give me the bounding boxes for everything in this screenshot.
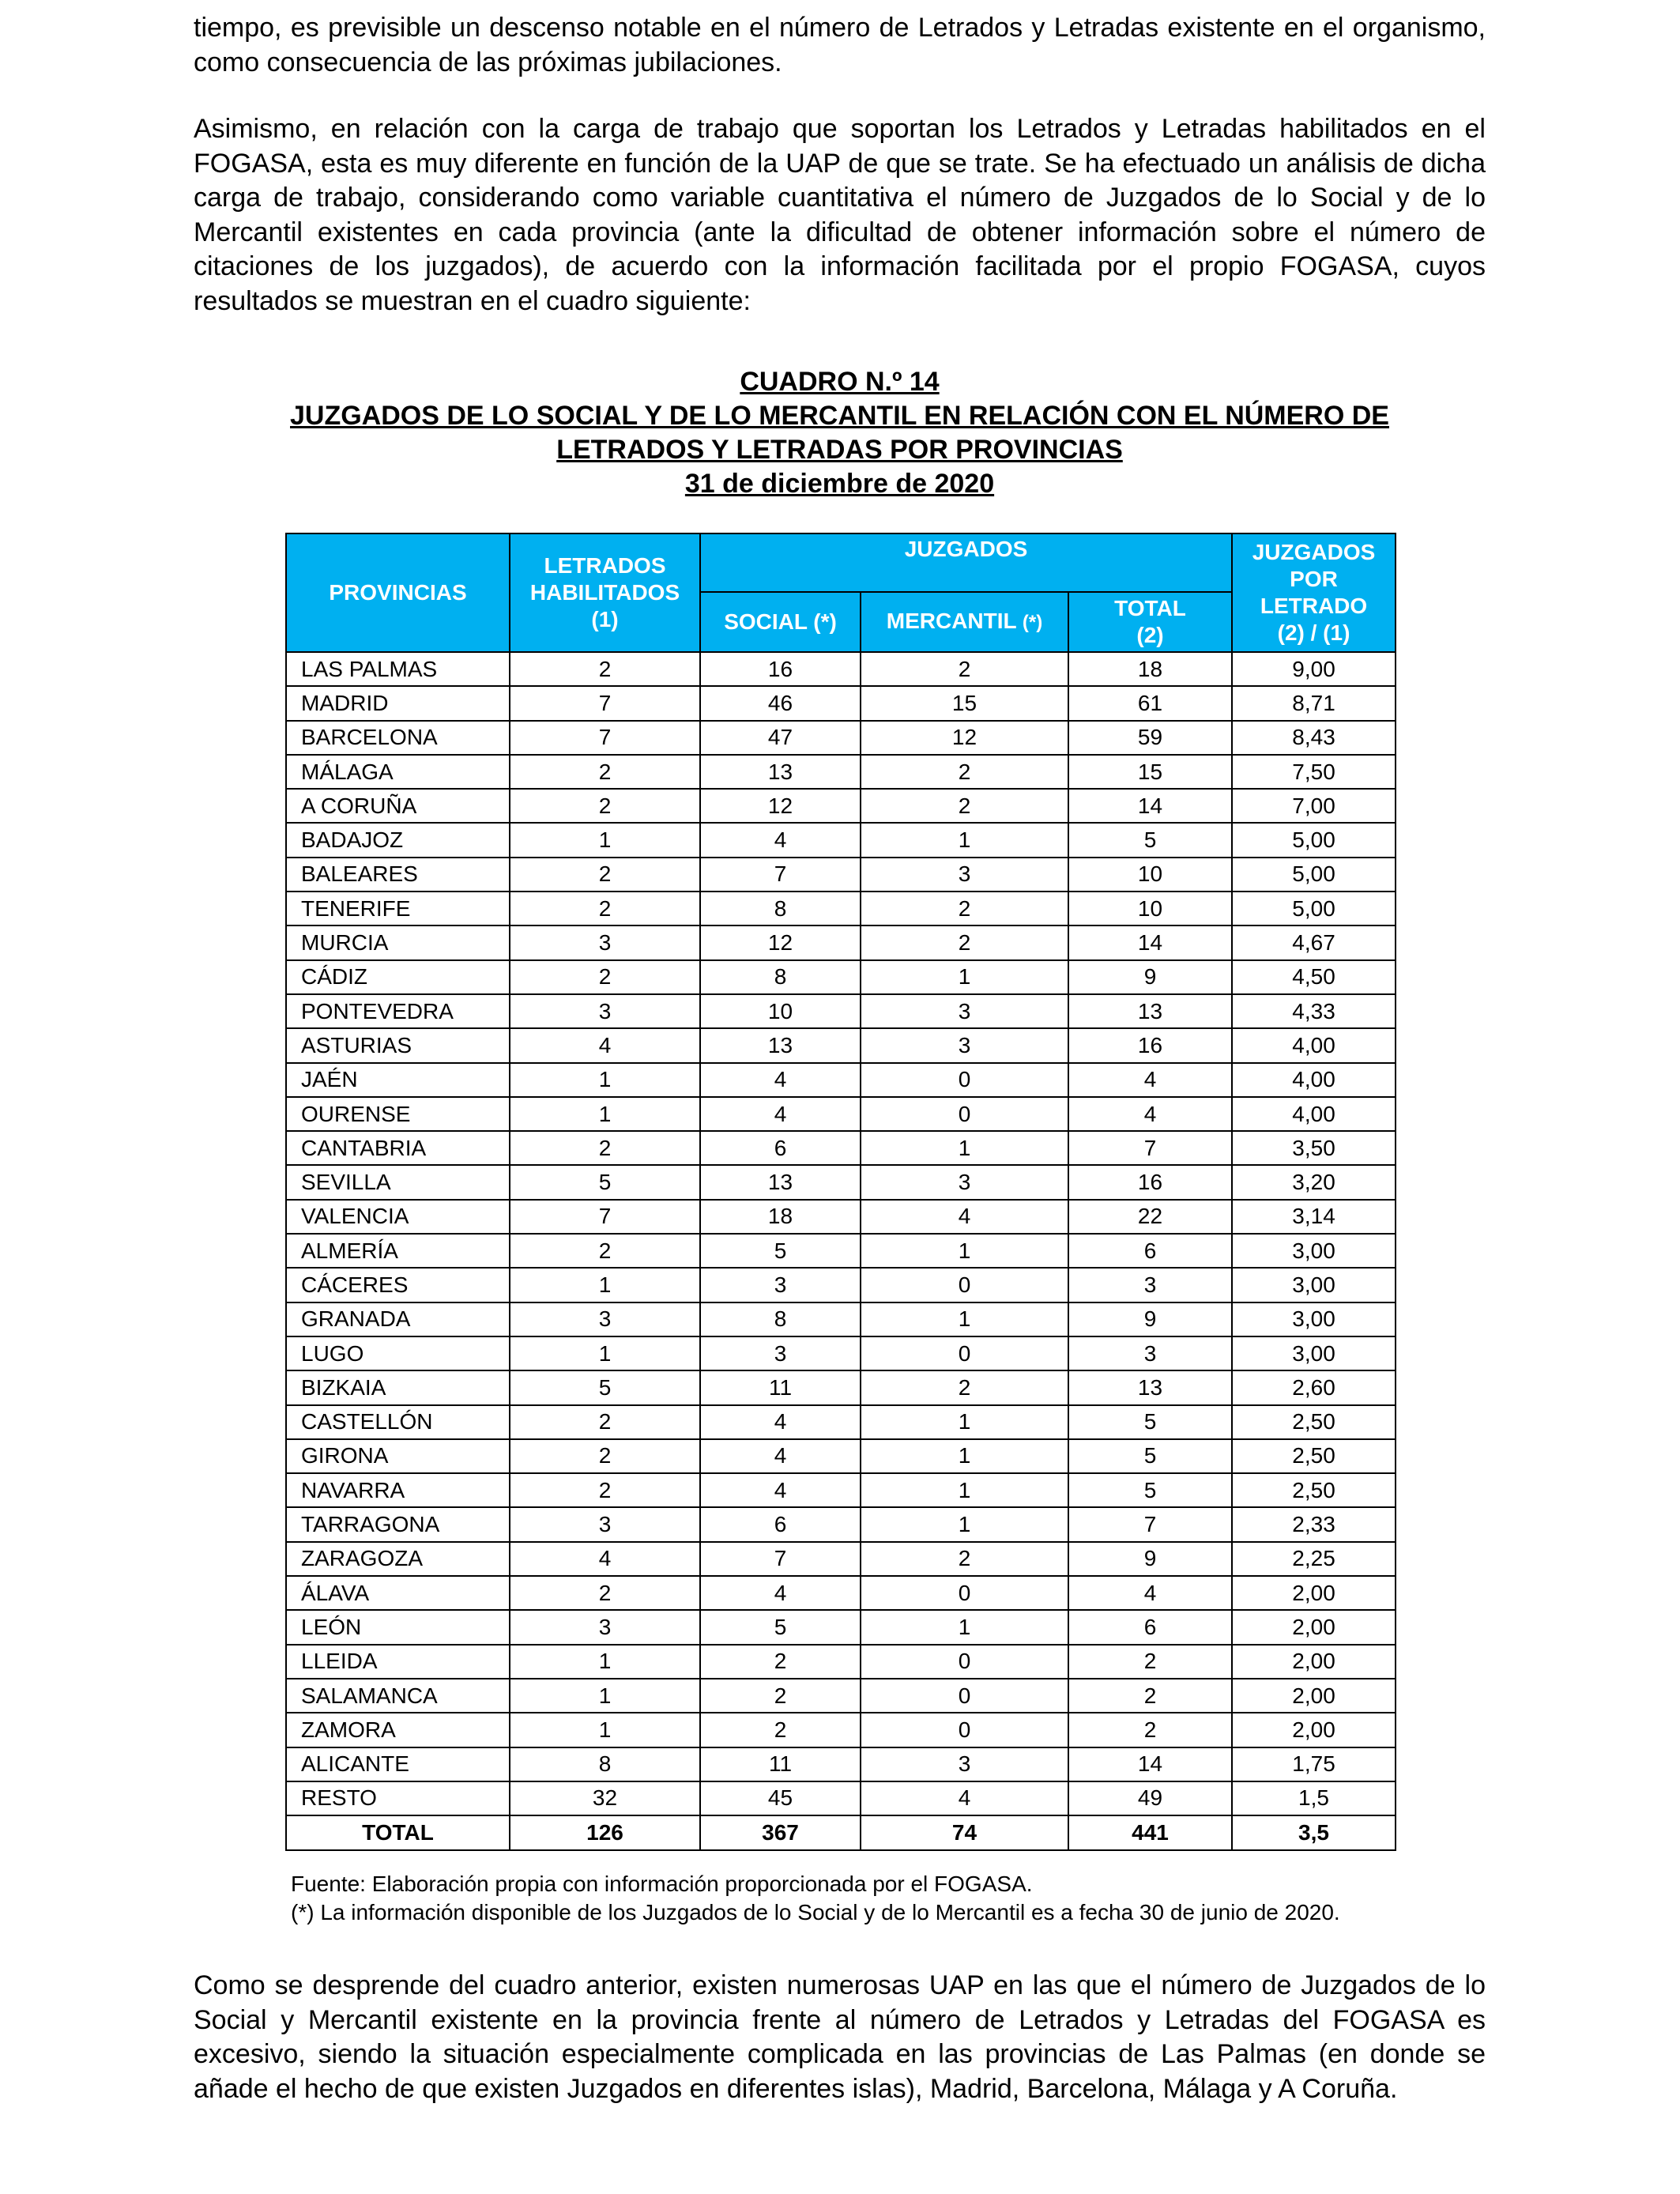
cell-total: 16 bbox=[1068, 1165, 1232, 1199]
cell-letrados: 1 bbox=[510, 1063, 700, 1097]
cell-provincia: MADRID bbox=[286, 686, 510, 720]
table-row bbox=[286, 1268, 1396, 1302]
cell-social: 10 bbox=[700, 994, 861, 1028]
cell-letrados: 1 bbox=[510, 1336, 700, 1370]
cell-provincia: MURCIA bbox=[286, 925, 510, 959]
table-row bbox=[286, 1097, 1396, 1131]
cell-total: 49 bbox=[1068, 1781, 1232, 1815]
cell-letrados: 2 bbox=[510, 652, 700, 686]
cell-letrados: 7 bbox=[510, 686, 700, 720]
cell-letrados: 4 bbox=[510, 1542, 700, 1576]
total-ratio: 3,5 bbox=[1232, 1815, 1396, 1850]
cell-ratio: 2,33 bbox=[1232, 1507, 1396, 1541]
cell-ratio: 4,00 bbox=[1232, 1097, 1396, 1131]
cell-social: 11 bbox=[700, 1370, 861, 1404]
caption-date: 31 de diciembre de 2020 bbox=[684, 469, 995, 499]
cell-letrados: 2 bbox=[510, 1405, 700, 1439]
cell-social: 18 bbox=[700, 1200, 861, 1234]
cell-ratio: 3,14 bbox=[1232, 1200, 1396, 1234]
cell-mercantil: 4 bbox=[861, 1781, 1068, 1815]
cell-social: 5 bbox=[700, 1610, 861, 1644]
cell-mercantil: 0 bbox=[861, 1679, 1068, 1713]
cell-letrados: 2 bbox=[510, 858, 700, 892]
cell-provincia: RESTO bbox=[286, 1781, 510, 1815]
cell-ratio: 5,00 bbox=[1232, 858, 1396, 892]
cell-social: 6 bbox=[700, 1131, 861, 1165]
cell-provincia: GIRONA bbox=[286, 1439, 510, 1473]
cell-mercantil: 3 bbox=[861, 994, 1068, 1028]
cell-social: 2 bbox=[700, 1713, 861, 1747]
cell-mercantil: 3 bbox=[861, 1028, 1068, 1062]
cell-ratio: 7,50 bbox=[1232, 755, 1396, 789]
cell-ratio: 1,5 bbox=[1232, 1781, 1396, 1815]
cell-provincia: GRANADA bbox=[286, 1302, 510, 1336]
cell-social: 47 bbox=[700, 721, 861, 755]
cell-provincia: ALMERÍA bbox=[286, 1234, 510, 1268]
cell-total: 2 bbox=[1068, 1679, 1232, 1713]
cell-total: 13 bbox=[1068, 1370, 1232, 1404]
cell-total: 7 bbox=[1068, 1131, 1232, 1165]
caption-title-line2: LETRADOS Y LETRADAS POR PROVINCIAS bbox=[556, 435, 1123, 465]
table-row bbox=[286, 823, 1396, 857]
table-row bbox=[286, 789, 1396, 823]
cell-total: 6 bbox=[1068, 1234, 1232, 1268]
footnote: (*) La información disponible de los Juzgados de lo Social y de lo Mercantil es a fecha 30 de junio de 2020. bbox=[291, 1900, 1340, 1924]
cell-ratio: 3,00 bbox=[1232, 1234, 1396, 1268]
cell-provincia: TENERIFE bbox=[286, 892, 510, 925]
table-row bbox=[286, 1576, 1396, 1610]
cell-ratio: 7,00 bbox=[1232, 789, 1396, 823]
table-row bbox=[286, 960, 1396, 994]
cell-letrados: 2 bbox=[510, 960, 700, 994]
cell-mercantil: 0 bbox=[861, 1645, 1068, 1679]
cell-total: 3 bbox=[1068, 1336, 1232, 1370]
source-note: Fuente: Elaboración propia con información proporcionada por el FOGASA. bbox=[291, 1872, 1033, 1896]
cell-letrados: 3 bbox=[510, 925, 700, 959]
cell-mercantil: 1 bbox=[861, 1507, 1068, 1541]
cell-total: 14 bbox=[1068, 789, 1232, 823]
cell-mercantil: 1 bbox=[861, 1473, 1068, 1507]
table-row bbox=[286, 1473, 1396, 1507]
cell-total: 4 bbox=[1068, 1097, 1232, 1131]
cell-provincia: SEVILLA bbox=[286, 1165, 510, 1199]
cell-letrados: 2 bbox=[510, 1576, 700, 1610]
table-row bbox=[286, 1747, 1396, 1781]
cell-provincia: TARRAGONA bbox=[286, 1507, 510, 1541]
cell-mercantil: 3 bbox=[861, 858, 1068, 892]
cell-mercantil: 1 bbox=[861, 1439, 1068, 1473]
total-social: 367 bbox=[700, 1815, 861, 1850]
cell-provincia: CANTABRIA bbox=[286, 1131, 510, 1165]
cell-provincia: LAS PALMAS bbox=[286, 652, 510, 686]
cell-social: 45 bbox=[700, 1781, 861, 1815]
cell-total: 2 bbox=[1068, 1713, 1232, 1747]
cell-ratio: 3,20 bbox=[1232, 1165, 1396, 1199]
paragraph-conclusion: Como se desprende del cuadro anterior, existen numerosas UAP en las que el número de Juzgados de lo Social y Mercantil existente en la provincia frente al número de Letrados y Letradas del FOGASA es excesivo, siendo la situación especialmente complicada en las provincias de Las Palmas (en donde se añade el hecho de que existen Juzgados en diferentes islas), Madrid, Barcelona, Málaga y A Coruña. bbox=[194, 1970, 1486, 2104]
cell-social: 2 bbox=[700, 1645, 861, 1679]
cell-ratio: 4,00 bbox=[1232, 1063, 1396, 1097]
cell-provincia: BADAJOZ bbox=[286, 823, 510, 857]
table-row bbox=[286, 994, 1396, 1028]
cell-ratio: 5,00 bbox=[1232, 823, 1396, 857]
cell-mercantil: 1 bbox=[861, 1302, 1068, 1336]
cell-letrados: 2 bbox=[510, 789, 700, 823]
cell-mercantil: 0 bbox=[861, 1576, 1068, 1610]
cell-mercantil: 2 bbox=[861, 892, 1068, 925]
cell-ratio: 1,75 bbox=[1232, 1747, 1396, 1781]
cell-letrados: 1 bbox=[510, 1268, 700, 1302]
cell-ratio: 3,00 bbox=[1232, 1302, 1396, 1336]
cell-social: 4 bbox=[700, 1473, 861, 1507]
cell-social: 12 bbox=[700, 789, 861, 823]
table-row bbox=[286, 1679, 1396, 1713]
table-row bbox=[286, 1131, 1396, 1165]
header-letrados: LETRADOS HABILITADOS (1) bbox=[510, 533, 700, 652]
cell-social: 13 bbox=[700, 1165, 861, 1199]
paragraph-workload: Asimismo, en relación con la carga de trabajo que soportan los Letrados y Letradas habilitados en el FOGASA, esta es muy diferente en función de la UAP de que se trate. Se ha efectuado un análisis de dicha carga de trabajo, considerando como variable cuantitativa el número de Juzgados de lo Social y de lo Mercantil existentes en cada provincia (ante la dificultad de obtener información sobre el número de citaciones de los juzgados), de acuerdo con la información facilitada por el propio FOGASA, cuyos resultados se muestran en el cuadro siguiente: bbox=[194, 114, 1486, 316]
cell-provincia: OURENSE bbox=[286, 1097, 510, 1131]
cell-total: 3 bbox=[1068, 1268, 1232, 1302]
header-juzgados: JUZGADOS bbox=[700, 533, 1232, 592]
caption-title-line1: JUZGADOS DE LO SOCIAL Y DE LO MERCANTIL EN RELACIÓN CON EL NÚMERO DE bbox=[290, 401, 1389, 431]
cell-provincia: A CORUÑA bbox=[286, 789, 510, 823]
table-body bbox=[286, 652, 1396, 1815]
cell-social: 13 bbox=[700, 755, 861, 789]
total-letrados: 126 bbox=[510, 1815, 700, 1850]
cell-mercantil: 1 bbox=[861, 1405, 1068, 1439]
cell-total: 59 bbox=[1068, 721, 1232, 755]
cell-total: 5 bbox=[1068, 823, 1232, 857]
cell-ratio: 4,33 bbox=[1232, 994, 1396, 1028]
cell-ratio: 2,00 bbox=[1232, 1645, 1396, 1679]
cell-social: 46 bbox=[700, 686, 861, 720]
cell-total: 18 bbox=[1068, 652, 1232, 686]
cell-letrados: 3 bbox=[510, 994, 700, 1028]
cell-total: 5 bbox=[1068, 1439, 1232, 1473]
cell-social: 8 bbox=[700, 892, 861, 925]
cell-letrados: 5 bbox=[510, 1165, 700, 1199]
header-juzgados-por-letrado: JUZGADOS POR LETRADO (2) / (1) bbox=[1232, 533, 1396, 652]
table-row bbox=[286, 1405, 1396, 1439]
cell-letrados: 2 bbox=[510, 1131, 700, 1165]
cell-provincia: JAÉN bbox=[286, 1063, 510, 1097]
table-total-row bbox=[286, 1815, 1396, 1850]
cell-provincia: ASTURIAS bbox=[286, 1028, 510, 1062]
cell-mercantil: 1 bbox=[861, 960, 1068, 994]
cell-provincia: CASTELLÓN bbox=[286, 1405, 510, 1439]
cell-total: 22 bbox=[1068, 1200, 1232, 1234]
cell-social: 12 bbox=[700, 925, 861, 959]
cell-total: 14 bbox=[1068, 1747, 1232, 1781]
cell-mercantil: 0 bbox=[861, 1268, 1068, 1302]
cell-ratio: 3,50 bbox=[1232, 1131, 1396, 1165]
cell-mercantil: 0 bbox=[861, 1336, 1068, 1370]
cell-ratio: 2,00 bbox=[1232, 1610, 1396, 1644]
cell-social: 11 bbox=[700, 1747, 861, 1781]
cell-total: 7 bbox=[1068, 1507, 1232, 1541]
cell-mercantil: 3 bbox=[861, 1165, 1068, 1199]
cell-letrados: 2 bbox=[510, 755, 700, 789]
cell-social: 3 bbox=[700, 1268, 861, 1302]
cell-social: 4 bbox=[700, 1576, 861, 1610]
cell-provincia: PONTEVEDRA bbox=[286, 994, 510, 1028]
cell-total: 5 bbox=[1068, 1405, 1232, 1439]
cell-social: 2 bbox=[700, 1679, 861, 1713]
cell-total: 16 bbox=[1068, 1028, 1232, 1062]
table-row bbox=[286, 1713, 1396, 1747]
header-provincias: PROVINCIAS bbox=[286, 533, 510, 652]
cell-mercantil: 2 bbox=[861, 1370, 1068, 1404]
cell-letrados: 4 bbox=[510, 1028, 700, 1062]
cell-total: 9 bbox=[1068, 960, 1232, 994]
table-row bbox=[286, 1610, 1396, 1644]
cell-provincia: CÁDIZ bbox=[286, 960, 510, 994]
cell-total: 4 bbox=[1068, 1063, 1232, 1097]
cell-ratio: 2,00 bbox=[1232, 1576, 1396, 1610]
cell-ratio: 4,67 bbox=[1232, 925, 1396, 959]
cell-total: 9 bbox=[1068, 1302, 1232, 1336]
cell-mercantil: 15 bbox=[861, 686, 1068, 720]
cell-mercantil: 2 bbox=[861, 789, 1068, 823]
cell-total: 4 bbox=[1068, 1576, 1232, 1610]
paragraph-intro-end: tiempo, es previsible un descenso notable en el número de Letrados y Letradas existente en el organismo, como consecuencia de las próximas jubilaciones. bbox=[194, 13, 1486, 77]
cell-total: 2 bbox=[1068, 1645, 1232, 1679]
cell-total: 9 bbox=[1068, 1542, 1232, 1576]
cell-letrados: 2 bbox=[510, 1473, 700, 1507]
cell-social: 8 bbox=[700, 1302, 861, 1336]
cell-ratio: 2,00 bbox=[1232, 1679, 1396, 1713]
cell-social: 13 bbox=[700, 1028, 861, 1062]
table-row bbox=[286, 721, 1396, 755]
cell-mercantil: 3 bbox=[861, 1747, 1068, 1781]
cell-mercantil: 1 bbox=[861, 1131, 1068, 1165]
cell-total: 13 bbox=[1068, 994, 1232, 1028]
cell-ratio: 2,50 bbox=[1232, 1405, 1396, 1439]
cell-total: 10 bbox=[1068, 858, 1232, 892]
total-mercantil: 74 bbox=[861, 1815, 1068, 1850]
table-row bbox=[286, 652, 1396, 686]
table-row bbox=[286, 892, 1396, 925]
header-total: TOTAL (2) bbox=[1068, 592, 1232, 652]
table-row bbox=[286, 755, 1396, 789]
cell-ratio: 2,60 bbox=[1232, 1370, 1396, 1404]
cell-total: 6 bbox=[1068, 1610, 1232, 1644]
cell-provincia: ZAMORA bbox=[286, 1713, 510, 1747]
table-row bbox=[286, 1645, 1396, 1679]
cell-mercantil: 1 bbox=[861, 1234, 1068, 1268]
cell-ratio: 3,00 bbox=[1232, 1268, 1396, 1302]
cell-ratio: 8,71 bbox=[1232, 686, 1396, 720]
cell-provincia: LEÓN bbox=[286, 1610, 510, 1644]
cell-social: 4 bbox=[700, 1439, 861, 1473]
cell-letrados: 1 bbox=[510, 1713, 700, 1747]
cell-ratio: 5,00 bbox=[1232, 892, 1396, 925]
table-row bbox=[286, 1063, 1396, 1097]
cell-total: 10 bbox=[1068, 892, 1232, 925]
cell-provincia: LUGO bbox=[286, 1336, 510, 1370]
cell-social: 4 bbox=[700, 1097, 861, 1131]
cell-ratio: 2,50 bbox=[1232, 1439, 1396, 1473]
cell-letrados: 3 bbox=[510, 1507, 700, 1541]
cell-social: 7 bbox=[700, 858, 861, 892]
cell-ratio: 9,00 bbox=[1232, 652, 1396, 686]
cell-total: 61 bbox=[1068, 686, 1232, 720]
cell-social: 16 bbox=[700, 652, 861, 686]
cell-mercantil: 0 bbox=[861, 1713, 1068, 1747]
cell-social: 8 bbox=[700, 960, 861, 994]
cell-provincia: SALAMANCA bbox=[286, 1679, 510, 1713]
cell-letrados: 8 bbox=[510, 1747, 700, 1781]
table-header bbox=[286, 533, 1396, 652]
table-row bbox=[286, 1234, 1396, 1268]
cell-ratio: 4,50 bbox=[1232, 960, 1396, 994]
cell-social: 7 bbox=[700, 1542, 861, 1576]
cell-provincia: ALICANTE bbox=[286, 1747, 510, 1781]
table-row bbox=[286, 925, 1396, 959]
table-row bbox=[286, 1370, 1396, 1404]
cell-letrados: 1 bbox=[510, 1679, 700, 1713]
cell-social: 6 bbox=[700, 1507, 861, 1541]
cell-mercantil: 12 bbox=[861, 721, 1068, 755]
cell-letrados: 1 bbox=[510, 1097, 700, 1131]
cell-provincia: CÁCERES bbox=[286, 1268, 510, 1302]
header-social: SOCIAL (*) bbox=[700, 592, 861, 652]
cell-ratio: 4,00 bbox=[1232, 1028, 1396, 1062]
cell-provincia: NAVARRA bbox=[286, 1473, 510, 1507]
cell-mercantil: 1 bbox=[861, 823, 1068, 857]
table-row bbox=[286, 1302, 1396, 1336]
cell-provincia: LLEIDA bbox=[286, 1645, 510, 1679]
cell-mercantil: 4 bbox=[861, 1200, 1068, 1234]
cell-letrados: 7 bbox=[510, 1200, 700, 1234]
total-juzgados: 441 bbox=[1068, 1815, 1232, 1850]
cell-social: 3 bbox=[700, 1336, 861, 1370]
table-row bbox=[286, 1028, 1396, 1062]
cell-provincia: MÁLAGA bbox=[286, 755, 510, 789]
cell-mercantil: 2 bbox=[861, 755, 1068, 789]
table-row bbox=[286, 1542, 1396, 1576]
table-row bbox=[286, 1507, 1396, 1541]
cell-total: 15 bbox=[1068, 755, 1232, 789]
cell-provincia: ZARAGOZA bbox=[286, 1542, 510, 1576]
cell-letrados: 1 bbox=[510, 823, 700, 857]
table-row bbox=[286, 1336, 1396, 1370]
cell-letrados: 1 bbox=[510, 1645, 700, 1679]
cell-letrados: 2 bbox=[510, 1439, 700, 1473]
cell-mercantil: 0 bbox=[861, 1063, 1068, 1097]
cell-mercantil: 1 bbox=[861, 1610, 1068, 1644]
cell-social: 4 bbox=[700, 823, 861, 857]
cell-ratio: 2,25 bbox=[1232, 1542, 1396, 1576]
caption-number: CUADRO N.º 14 bbox=[740, 367, 940, 397]
juzgados-table bbox=[285, 533, 1396, 1851]
table-caption bbox=[194, 365, 1486, 501]
total-label: TOTAL bbox=[286, 1815, 510, 1850]
cell-ratio: 2,00 bbox=[1232, 1713, 1396, 1747]
cell-letrados: 5 bbox=[510, 1370, 700, 1404]
cell-ratio: 8,43 bbox=[1232, 721, 1396, 755]
cell-provincia: ÁLAVA bbox=[286, 1576, 510, 1610]
table-notes bbox=[291, 1870, 1476, 1927]
cell-social: 5 bbox=[700, 1234, 861, 1268]
table-footer bbox=[286, 1815, 1396, 1850]
table-row bbox=[286, 686, 1396, 720]
cell-provincia: BALEARES bbox=[286, 858, 510, 892]
cell-social: 4 bbox=[700, 1405, 861, 1439]
cell-social: 4 bbox=[700, 1063, 861, 1097]
cell-provincia: BIZKAIA bbox=[286, 1370, 510, 1404]
cell-mercantil: 2 bbox=[861, 1542, 1068, 1576]
cell-mercantil: 0 bbox=[861, 1097, 1068, 1131]
table-row bbox=[286, 1781, 1396, 1815]
cell-letrados: 3 bbox=[510, 1302, 700, 1336]
cell-total: 5 bbox=[1068, 1473, 1232, 1507]
cell-total: 14 bbox=[1068, 925, 1232, 959]
cell-mercantil: 2 bbox=[861, 925, 1068, 959]
cell-provincia: VALENCIA bbox=[286, 1200, 510, 1234]
cell-letrados: 7 bbox=[510, 721, 700, 755]
table-row bbox=[286, 1439, 1396, 1473]
cell-ratio: 2,50 bbox=[1232, 1473, 1396, 1507]
cell-ratio: 3,00 bbox=[1232, 1336, 1396, 1370]
header-mercantil: MERCANTIL (*) bbox=[861, 592, 1068, 652]
cell-mercantil: 2 bbox=[861, 652, 1068, 686]
table-row bbox=[286, 858, 1396, 892]
cell-letrados: 2 bbox=[510, 892, 700, 925]
cell-letrados: 2 bbox=[510, 1234, 700, 1268]
cell-letrados: 32 bbox=[510, 1781, 700, 1815]
table-row bbox=[286, 1165, 1396, 1199]
cell-provincia: BARCELONA bbox=[286, 721, 510, 755]
cell-letrados: 3 bbox=[510, 1610, 700, 1644]
table-row bbox=[286, 1200, 1396, 1234]
